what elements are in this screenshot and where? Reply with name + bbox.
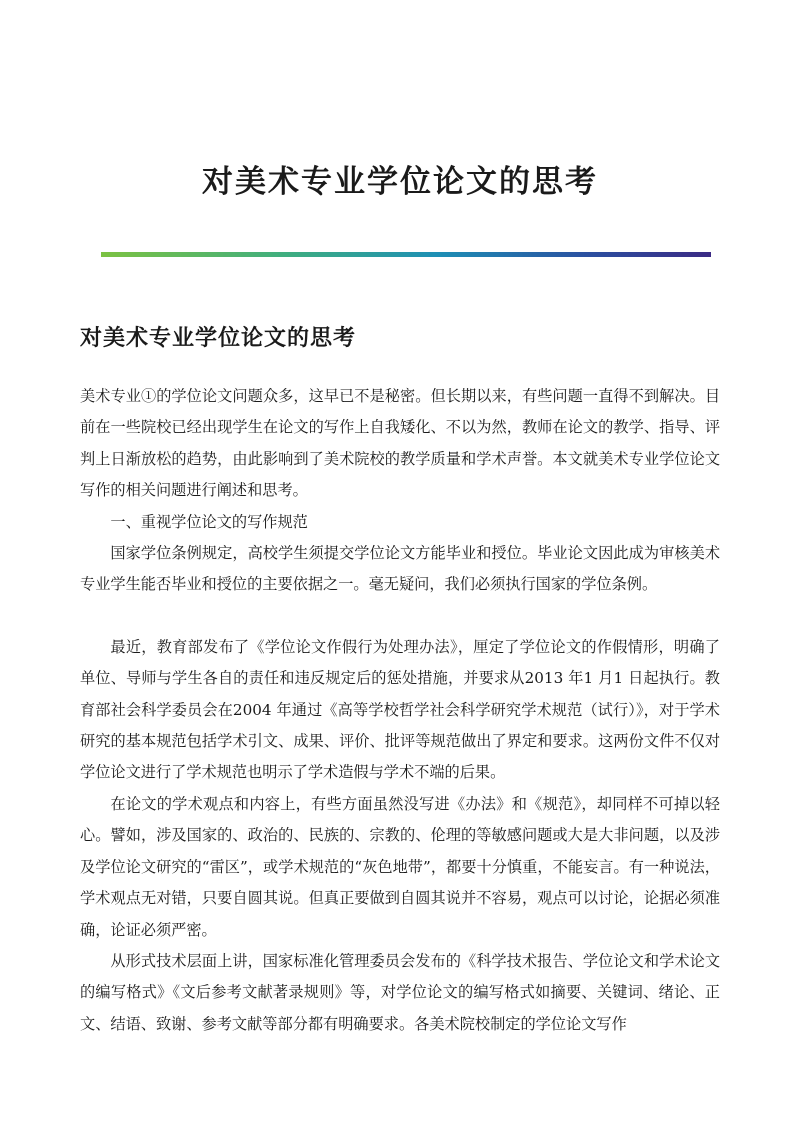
title-divider bbox=[101, 252, 711, 257]
paragraph: 从形式技术层面上讲，国家标准化管理委员会发布的《科学技术报告、学位论文和学术论文的编写格式》《文后参考文献著录规则》等，对学位论文的编写格式如摘要、关键词、绪论、正文、结语、致谢、参考文献等部分都有明确要求。各美术院校制定的学位论文写作 bbox=[80, 951, 720, 1033]
paragraph: 最近，教育部发布了《学位论文作假行为处理办法》，厘定了学位论文的作假情形，明确了单位、导师与学生各自的责任和违反规定后的惩处措施，并要求从2013 年1 月1 日起执行。教育部社会科学委员会在2004 年通过《高等学校哲学社会科学研究学术规范（试行）》，对于学术研究的基本规范包括学术引文、成果、评价、批评等规范做出了界定和要求。这两份文件不仅对学位论文进行了学术规范也明示了学术造假与学术不端的后果。 bbox=[80, 637, 720, 782]
paragraph: 国家学位条例规定，高校学生须提交学位论文方能毕业和授位。毕业论文因此成为审核美术专业学生能否毕业和授位的主要依据之一。毫无疑问，我们必须执行国家的学位条例。 bbox=[80, 544, 720, 594]
section-heading: 对美术专业学位论文的思考 bbox=[80, 325, 357, 351]
article-body bbox=[80, 381, 720, 1040]
subheading-1: 一、重视学位论文的写作规范 bbox=[110, 512, 308, 531]
paragraph-intro: 美术专业①的学位论文问题众多，这早已不是秘密。但长期以来，有些问题一直得不到解决。目前在一些院校已经出现学生在论文的写作上自我矮化、不以为然，教师在论文的教学、指导、评判上日渐放松的趋势，由此影响到了美术院校的教学质量和学术声誉。本文就美术专业学位论文写作的相关问题进行阐述和思考。 bbox=[80, 387, 720, 500]
paragraph: 在论文的学术观点和内容上，有些方面虽然没写进《办法》和《规范》，却同样不可掉以轻心。譬如，涉及国家的、政治的、民族的、宗教的、伦理的等敏感问题或大是大非问题，以及涉及学位论文研究的“雷区”，或学术规范的“灰色地带”，都要十分慎重，不能妄言。有一种说法，学术观点无对错，只要自圆其说。但真正要做到自圆其说并不容易，观点可以讨论，论据必须准确，论证必须严密。 bbox=[80, 794, 720, 939]
document-title: 对美术专业学位论文的思考 bbox=[202, 164, 598, 200]
